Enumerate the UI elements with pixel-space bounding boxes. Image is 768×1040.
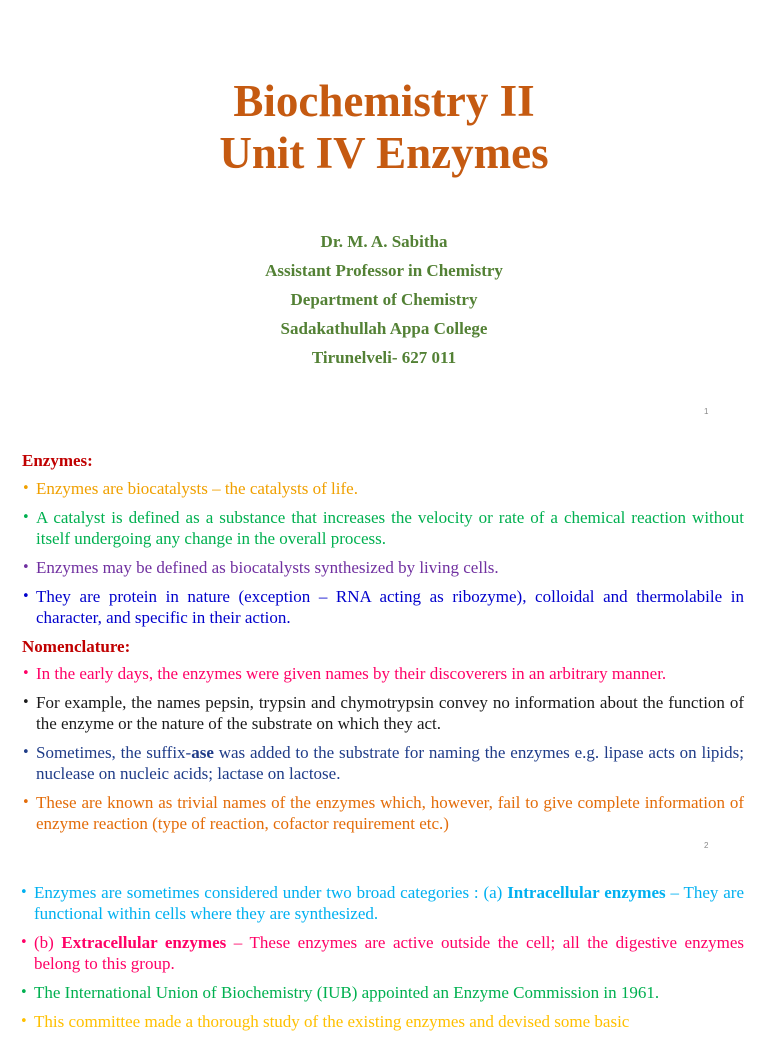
title-slide bbox=[0, 0, 768, 430]
author-college: Sadakathullah Appa College bbox=[280, 319, 488, 338]
author-location: Tirunelveli- 627 011 bbox=[311, 348, 457, 367]
author-block bbox=[0, 227, 768, 372]
content-slide bbox=[0, 430, 768, 860]
list-item: • Enzymes are biocatalysts – the catalysts of life. bbox=[22, 479, 358, 498]
list-item: • Enzymes may be defined as biocatalysts synthesized by living cells. bbox=[22, 558, 499, 577]
list-item: • This committee made a thorough study of the existing enzymes and devised some basic bbox=[20, 1012, 630, 1031]
list-item: • These are known as trivial names of the enzymes which, however, fail to give complete information of enzyme reaction (type of reaction, cofactor requirement etc.) bbox=[22, 793, 744, 833]
list-item: • Enzymes are sometimes considered under two broad categories : (a) Intracellular enzymes – They are functional within cells where they are synthesized. bbox=[20, 883, 745, 923]
author-department: Department of Chemistry bbox=[290, 290, 478, 309]
slide-body bbox=[20, 882, 744, 1040]
list-item: • Sometimes, the suffix-ase was added to the substrate for naming the enzymes e.g. lipase acts on lipids; nuclease on nucleic acids; lactase on lactose. bbox=[22, 743, 744, 783]
author-name: Dr. M. A. Sabitha bbox=[320, 232, 448, 251]
content-slide bbox=[0, 860, 768, 1031]
course-title: Biochemistry II bbox=[233, 76, 535, 126]
page-number: 2 bbox=[704, 841, 709, 850]
list-item: • In the early days, the enzymes were given names by their discoverers in an arbitrary manner. bbox=[22, 664, 667, 683]
author-designation: Assistant Professor in Chemistry bbox=[265, 261, 503, 280]
list-item: • For example, the names pepsin, trypsin and chymotrypsin convey no information about the function of the enzyme or the nature of the substrate on which they act. bbox=[22, 693, 744, 733]
section-heading-enzymes: Enzymes: bbox=[22, 451, 93, 470]
list-item: • (b) Extracellular enzymes – These enzymes are active outside the cell; all the digestive enzymes belong to this group. bbox=[20, 933, 744, 973]
section-heading-nomenclature: Nomenclature: bbox=[22, 637, 131, 656]
list-item: • The International Union of Biochemistry (IUB) appointed an Enzyme Commission in 1961. bbox=[20, 983, 660, 1002]
list-item: • They are protein in nature (exception – RNA acting as ribozyme), colloidal and thermolabile in character, and specific in their action. bbox=[22, 587, 744, 627]
list-item: • A catalyst is defined as a substance that increases the velocity or rate of a chemical reaction without itself undergoing any change in the overall process. bbox=[22, 508, 744, 548]
page-number: 1 bbox=[704, 407, 709, 416]
unit-title: Unit IV Enzymes bbox=[219, 128, 549, 178]
slide-body bbox=[22, 450, 744, 842]
